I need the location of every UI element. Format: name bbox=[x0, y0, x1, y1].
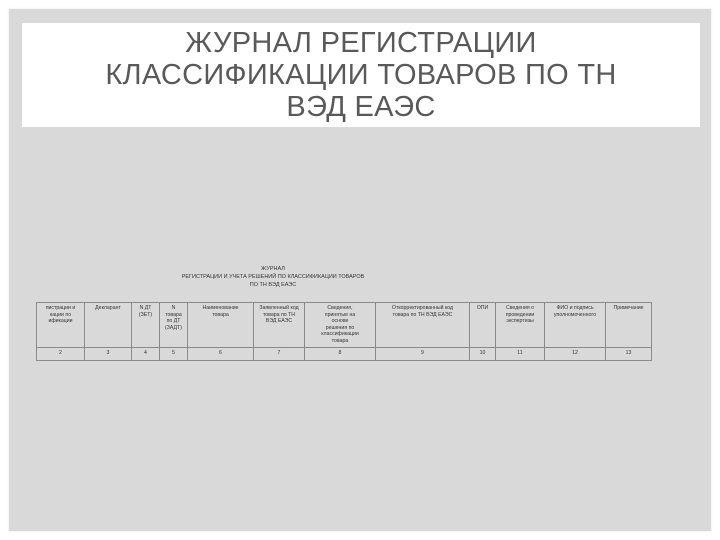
column-header-text: Наименование товара bbox=[202, 305, 239, 318]
column-header-text: Заявленный код товара по ТН ВЭД ЕАЭС bbox=[259, 305, 299, 325]
column-header-text: Откорректированный код товара по ТН ВЭД ЕАЭС bbox=[391, 305, 454, 318]
column-number: 7 bbox=[254, 347, 305, 360]
column-header-text: ФИО и подпись уполномоченного bbox=[553, 305, 597, 318]
column-number: 5 bbox=[160, 347, 188, 360]
column-number: 12 bbox=[545, 347, 606, 360]
column-number: 9 bbox=[376, 347, 470, 360]
column-number: 2 bbox=[37, 347, 85, 360]
table-header-row bbox=[37, 303, 652, 348]
column-header-text: Декларант bbox=[95, 305, 121, 311]
column-header bbox=[606, 303, 652, 348]
column-header bbox=[305, 303, 376, 348]
column-header bbox=[496, 303, 545, 348]
column-header bbox=[85, 303, 132, 348]
column-number-row bbox=[37, 347, 652, 360]
journal-table bbox=[36, 302, 652, 361]
column-header bbox=[160, 303, 188, 348]
column-header bbox=[254, 303, 305, 348]
column-number: 3 bbox=[85, 347, 132, 360]
column-number: 4 bbox=[132, 347, 160, 360]
column-number: 11 bbox=[496, 347, 545, 360]
column-header-text: Сведения, принятые на основе решения по классификации товара bbox=[321, 305, 359, 344]
column-number: 10 bbox=[470, 347, 496, 360]
slide-title: ЖУРНАЛ РЕГИСТРАЦИИ КЛАССИФИКАЦИИ ТОВАРОВ ПО ТН ВЭД ЕАЭС bbox=[105, 27, 617, 123]
document-heading: ЖУРНАЛ РЕГИСТРАЦИИ И УЧЕТА РЕШЕНИЙ ПО КЛАССИФИКАЦИИ ТОВАРОВ ПО ТН ВЭД ЕАЭС bbox=[181, 266, 365, 288]
column-header-text: Примечание bbox=[613, 305, 644, 311]
column-header-text: N ДТ (ЗЕТ) bbox=[138, 305, 153, 318]
column-header bbox=[376, 303, 470, 348]
column-header-text: Сведения о проведении экспертизы bbox=[505, 305, 535, 325]
column-number: 13 bbox=[606, 347, 652, 360]
column-header-text: пистрации и кации по ификации bbox=[45, 305, 76, 325]
column-header bbox=[132, 303, 160, 348]
slide bbox=[9, 9, 711, 531]
title-band bbox=[22, 23, 700, 127]
column-header-text: N товара по ДТ (ЗАДТ) bbox=[165, 305, 182, 331]
column-header-text: ОПИ bbox=[476, 305, 489, 311]
column-number: 8 bbox=[305, 347, 376, 360]
column-number: 6 bbox=[188, 347, 254, 360]
column-header bbox=[37, 303, 85, 348]
column-header bbox=[188, 303, 254, 348]
column-header bbox=[470, 303, 496, 348]
column-header bbox=[545, 303, 606, 348]
